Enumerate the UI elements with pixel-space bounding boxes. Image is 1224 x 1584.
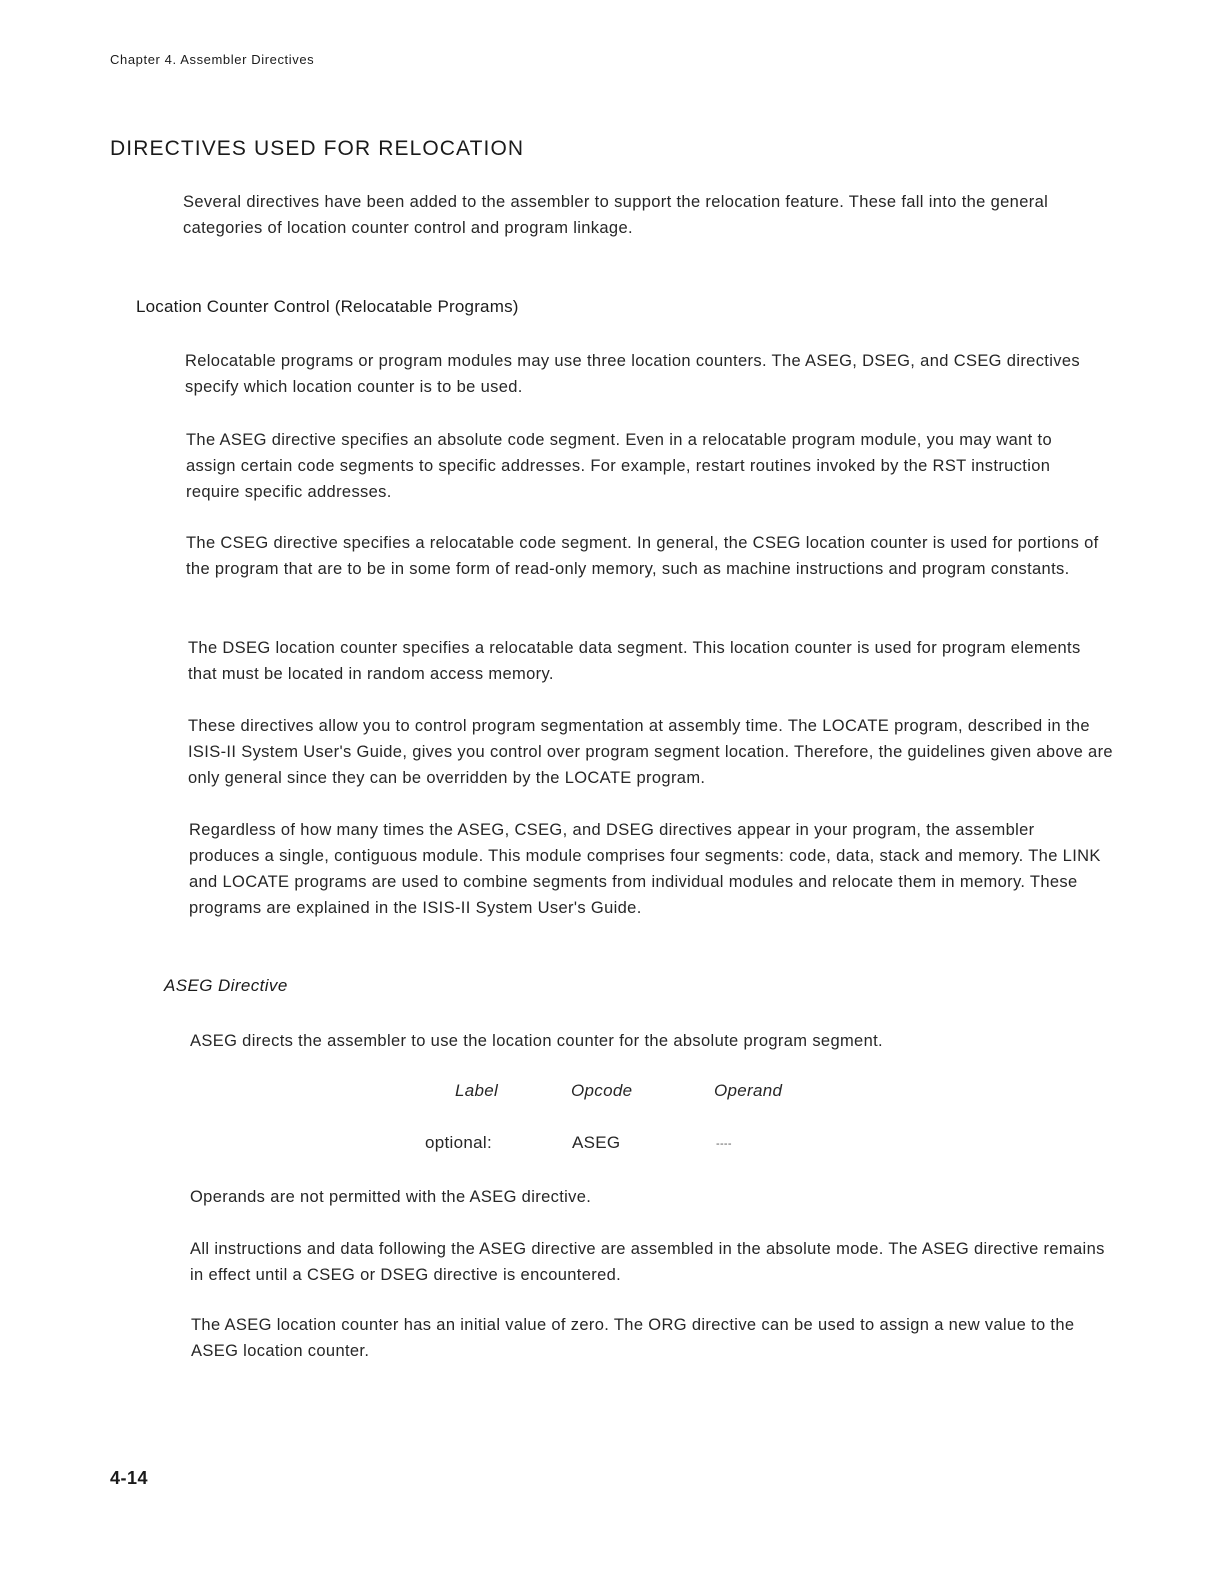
paragraph-cseg: The CSEG directive specifies a relocatable code segment. In general, the CSEG location counter is used for portions of the program that are to be in some form of read-only memory, such as machine instructions and program constants.	[186, 534, 1099, 578]
paragraph-module: Regardless of how many times the ASEG, CSEG, and DSEG directives appear in your program, the assembler produces a single, contiguous module. This module comprises four segments: code, data, stack and memory. The LINK and LOCATE programs are used to combine segments from individual modules and relocate them in memory. These programs are explained in the ISIS-II System User's Guide.	[189, 821, 1101, 917]
paragraph-dseg: The DSEG location counter specifies a relocatable data segment. This location counter is used for program elements that must be located in random access memory.	[188, 639, 1081, 683]
paragraph-segmentation: These directives allow you to control program segmentation at assembly time. The LOCATE program, described in the ISIS-II System User's Guide, gives you control over program segment location. Therefore, the guidelines given above are only general since they can be overridden by the LOCATE program.	[188, 717, 1113, 787]
paragraph-location-counters: Relocatable programs or program modules may use three location counters. The ASEG, DSEG, and CSEG directives specify which location counter is to be used.	[185, 352, 1080, 396]
aseg-directive-title: ASEG Directive	[164, 976, 288, 995]
format-operand-value: ----	[716, 1138, 732, 1150]
running-head: Chapter 4. Assembler Directives	[110, 52, 315, 67]
aseg-intro-paragraph: ASEG directs the assembler to use the location counter for the absolute program segment.	[190, 1032, 883, 1050]
format-label-value: optional:	[425, 1133, 492, 1152]
format-opcode-value: ASEG	[572, 1133, 621, 1152]
paragraph-no-operands: Operands are not permitted with the ASEG directive.	[190, 1188, 592, 1206]
page-number: 4-14	[110, 1468, 149, 1488]
paragraph-aseg: The ASEG directive specifies an absolute code segment. Even in a relocatable program module, you may want to assign certain code segments to specific addresses. For example, restart routines invoked by the RST instruction require specific addresses.	[186, 431, 1052, 501]
format-header-operand: Operand	[714, 1081, 783, 1100]
paragraph-absolute-mode: All instructions and data following the ASEG directive are assembled in the absolute mode. The ASEG directive remains in effect until a CSEG or DSEG directive is encountered.	[190, 1240, 1105, 1284]
format-header-label: Label	[455, 1081, 499, 1100]
section-intro-paragraph: Several directives have been added to the assembler to support the relocation feature. These fall into the general categories of location counter control and program linkage.	[183, 193, 1049, 237]
paragraph-initial-value: The ASEG location counter has an initial value of zero. The ORG directive can be used to assign a new value to the ASEG location counter.	[191, 1316, 1075, 1360]
format-header-opcode: Opcode	[571, 1081, 633, 1100]
subsection-title: Location Counter Control (Relocatable Programs)	[136, 297, 519, 316]
section-title: DIRECTIVES USED FOR RELOCATION	[110, 137, 525, 160]
